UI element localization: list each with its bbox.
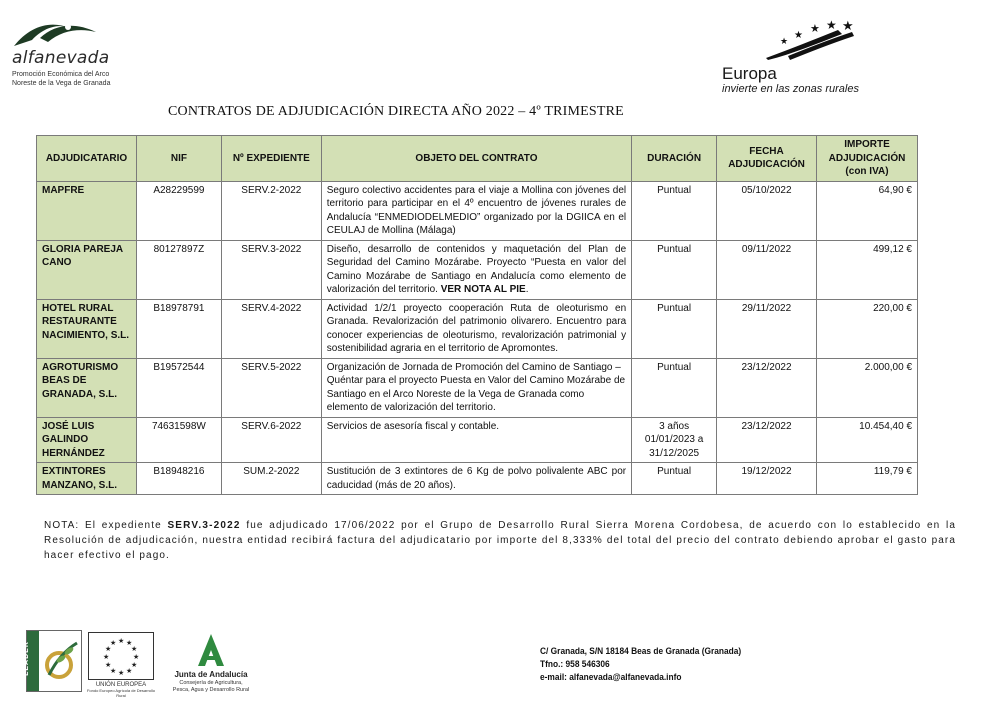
alfanevada-logo — [10, 18, 130, 88]
junta-subtitle — [166, 680, 256, 693]
svg-text:★: ★ — [842, 20, 854, 34]
header-importe-l2: ADJUDICACIÓN — [828, 152, 906, 164]
header-fecha-l1: FECHA — [749, 145, 784, 157]
svg-text:★: ★ — [810, 22, 820, 35]
objeto-text: Actividad 1/2/1 proyecto cooperación Ruta de oleoturismo en Granada. Revalorización del patrimonio olivarero. Encuentro para conocer experiencias de oleoturismo, revalorización patrimonial y sostenibilidad agraria en el territorio de Apromontes. — [326, 302, 627, 354]
svg-text:★: ★ — [103, 653, 110, 661]
cell-nif: B18978791 — [136, 299, 221, 358]
cell-duracion: Puntual — [632, 181, 717, 240]
svg-text:★: ★ — [110, 667, 117, 675]
svg-text:★: ★ — [780, 37, 789, 47]
cell-fecha: 19/12/2022 — [717, 463, 817, 495]
cell-importe: 119,79 € — [817, 463, 918, 495]
header-expediente: Nº EXPEDIENTE — [221, 136, 321, 182]
cell-adjudicatario: JOSÉ LUIS GALINDO HERNÁNDEZ — [37, 417, 137, 463]
stars-swoosh-icon — [758, 20, 858, 60]
cell-expediente: SERV.3-2022 — [221, 240, 321, 299]
cell-expediente: SERV.6-2022 — [221, 417, 321, 463]
junta-a-icon — [196, 632, 226, 668]
cell-adjudicatario: MAPFRE — [37, 181, 137, 240]
eu-caption-sub: Fondo Europeo Agrícola de Desarrollo Rural — [86, 688, 156, 698]
cell-importe: 10.454,40 € — [817, 417, 918, 463]
cell-expediente: SERV.2-2022 — [221, 181, 321, 240]
contact-phone: Tfno.: 958 546306 — [540, 659, 610, 670]
contracts-table — [36, 135, 918, 495]
svg-text:★: ★ — [131, 661, 138, 669]
junta-sub-l2: Pesca, Agua y Desarrollo Rural — [172, 686, 250, 693]
table-row — [37, 463, 918, 495]
header-nif: NIF — [136, 136, 221, 182]
note-text: fue adjudicado 17/06/2022 por el Grupo de Desarrollo Rural Sierra Morena Cordobesa, de acuerdo con lo establecido en la Resolución de adjudicación, nuestra entidad recibirá factura del adjudicatario por importe del 8,333% del total del precio del contrato debiendo aprobar el gasto para hacer efectivo el pago. — [44, 520, 956, 561]
eu-flag-logo — [86, 632, 156, 696]
objeto-text: Servicios de asesoría fiscal y contable. — [326, 420, 500, 432]
header-adjudicatario: ADJUDICATARIO — [37, 136, 137, 182]
cell-fecha: 05/10/2022 — [717, 181, 817, 240]
org-subtitle — [12, 70, 132, 88]
svg-text:★: ★ — [118, 637, 125, 645]
mountain-logo-icon — [10, 18, 100, 50]
eu-stars-icon — [89, 633, 153, 679]
table-row — [37, 358, 918, 417]
cell-fecha: 23/12/2022 — [717, 358, 817, 417]
cell-nif: A28229599 — [136, 181, 221, 240]
header-importe — [817, 136, 918, 182]
contact-email: e-mail: alfanevada@alfanevada.info — [540, 672, 682, 683]
svg-text:★: ★ — [794, 30, 803, 41]
cell-nif: B18948216 — [136, 463, 221, 495]
cell-objeto: Diseño, desarrollo de contenidos y maquetación del Plan de Seguridad del Camino Mozárabe. Proyecto “Puesta en valor del Camino Mozárabe de Santiago en Andalucía como elemento de valorización del territorio. VER NOTA AL PIE. — [321, 240, 631, 299]
org-subtitle-line1: Promoción Económica del Arco — [12, 71, 110, 78]
table-row — [37, 240, 918, 299]
objeto-text: Diseño, desarrollo de contenidos y maquetación del Plan de Seguridad del Camino Mozárabe. Proyecto “Puesta en valor del Camino Mozárabe de Santiago en Andalucía como elemento de valorización del territorio. — [326, 243, 627, 295]
cell-adjudicatario: HOTEL RURAL RESTAURANTE NACIMIENTO, S.L. — [37, 299, 137, 358]
header-duracion: DURACIÓN — [632, 136, 717, 182]
table-row — [37, 417, 918, 463]
svg-text:★: ★ — [126, 639, 133, 647]
header-objeto: OBJETO DEL CONTRATO — [321, 136, 631, 182]
cell-expediente: SERV.5-2022 — [221, 358, 321, 417]
cell-duracion: Puntual — [632, 463, 717, 495]
cell-objeto — [321, 463, 631, 495]
note-prefix: NOTA: El expediente — [44, 520, 168, 531]
cell-adjudicatario: GLORIA PAREJA CANO — [37, 240, 137, 299]
leader-label: LEADER — [22, 641, 30, 676]
org-subtitle-line2: Noreste de la Vega de Granada — [12, 80, 111, 87]
cell-objeto — [321, 299, 631, 358]
cell-duracion: Puntual — [632, 358, 717, 417]
cell-objeto — [321, 417, 631, 463]
table-row — [37, 181, 918, 240]
cell-adjudicatario: AGROTURISMO BEAS DE GRANADA, S.L. — [37, 358, 137, 417]
cell-duracion: Puntual — [632, 240, 717, 299]
eu-caption — [86, 682, 156, 698]
cell-duracion: Puntual — [632, 299, 717, 358]
svg-text:★: ★ — [105, 645, 112, 653]
eu-subtitle: invierte en las zonas rurales — [722, 83, 859, 95]
table-row — [37, 299, 918, 358]
cell-importe: 499,12 € — [817, 240, 918, 299]
cell-fecha: 29/11/2022 — [717, 299, 817, 358]
note-expediente: SERV.3-2022 — [167, 520, 241, 531]
footer-logos — [22, 630, 256, 698]
cell-importe: 220,00 € — [817, 299, 918, 358]
footnote — [44, 518, 956, 563]
cell-duracion: 3 años 01/01/2023 a 31/12/2025 — [632, 417, 717, 463]
cell-nif: B19572544 — [136, 358, 221, 417]
cell-expediente: SUM.2-2022 — [221, 463, 321, 495]
svg-text:★: ★ — [105, 661, 112, 669]
leader-logo — [22, 630, 82, 692]
objeto-text: Organización de Jornada de Promoción del Camino de Santiago – Quéntar para el proyecto Puesta en Valor del Camino Mozárabe de Santiago en el Arco Noreste de la Vega de Granada como elemento de valorización del territorio. — [326, 361, 626, 413]
cell-objeto — [321, 181, 631, 240]
objeto-text: Sustitución de 3 extintores de 6 Kg de polvo polivalente ABC por caducidad (más de 20 años). — [326, 466, 627, 491]
header-fecha-l2: ADJUDICACIÓN — [728, 159, 805, 171]
leader-emblem-icon — [39, 635, 81, 689]
contact-address: C/ Granada, S/N 18184 Beas de Granada (Granada) — [540, 646, 742, 657]
header-fecha — [717, 136, 817, 182]
svg-text:★: ★ — [110, 639, 117, 647]
svg-text:★: ★ — [826, 20, 837, 32]
eu-title: Europa — [722, 64, 777, 83]
junta-sub-l1: Consejería de Agricultura, — [179, 680, 243, 686]
svg-text:★: ★ — [131, 645, 138, 653]
eu-caption-title: UNIÓN EUROPEA — [95, 682, 147, 688]
svg-text:★: ★ — [118, 669, 125, 677]
table-header-row — [37, 136, 918, 182]
junta-andalucia-logo — [166, 632, 256, 696]
cell-importe: 2.000,00 € — [817, 358, 918, 417]
objeto-note-ref: VER NOTA AL PIE — [437, 284, 526, 295]
europa-logo — [718, 20, 859, 95]
org-brand: alfanevada — [12, 48, 110, 68]
cell-importe: 64,90 € — [817, 181, 918, 240]
eu-flag — [88, 632, 154, 680]
contact-block — [540, 645, 741, 684]
junta-title: Junta de Andalucía — [174, 670, 248, 679]
cell-adjudicatario: EXTINTORES MANZANO, S.L. — [37, 463, 137, 495]
document-title: CONTRATOS DE ADJUDICACIÓN DIRECTA AÑO 2022 – 4º TRIMESTRE — [168, 104, 624, 119]
objeto-text: Seguro colectivo accidentes para el viaje a Mollina con jóvenes del territorio para participar en el 4º encuentro de jóvenes rurales de Andalucía “ENMEDIODELMEDIO” organizado por la DGIICA en el CEULAJ de Mollina (Málaga) — [326, 184, 627, 236]
cell-nif: 80127897Z — [136, 240, 221, 299]
cell-expediente: SERV.4-2022 — [221, 299, 321, 358]
svg-text:★: ★ — [133, 653, 140, 661]
svg-text:★: ★ — [126, 667, 133, 675]
header-importe-l3: (con IVA) — [845, 166, 889, 177]
cell-objeto — [321, 358, 631, 417]
cell-nif: 74631598W — [136, 417, 221, 463]
cell-fecha: 09/11/2022 — [717, 240, 817, 299]
cell-fecha: 23/12/2022 — [717, 417, 817, 463]
header-importe-l1: IMPORTE — [844, 139, 890, 150]
